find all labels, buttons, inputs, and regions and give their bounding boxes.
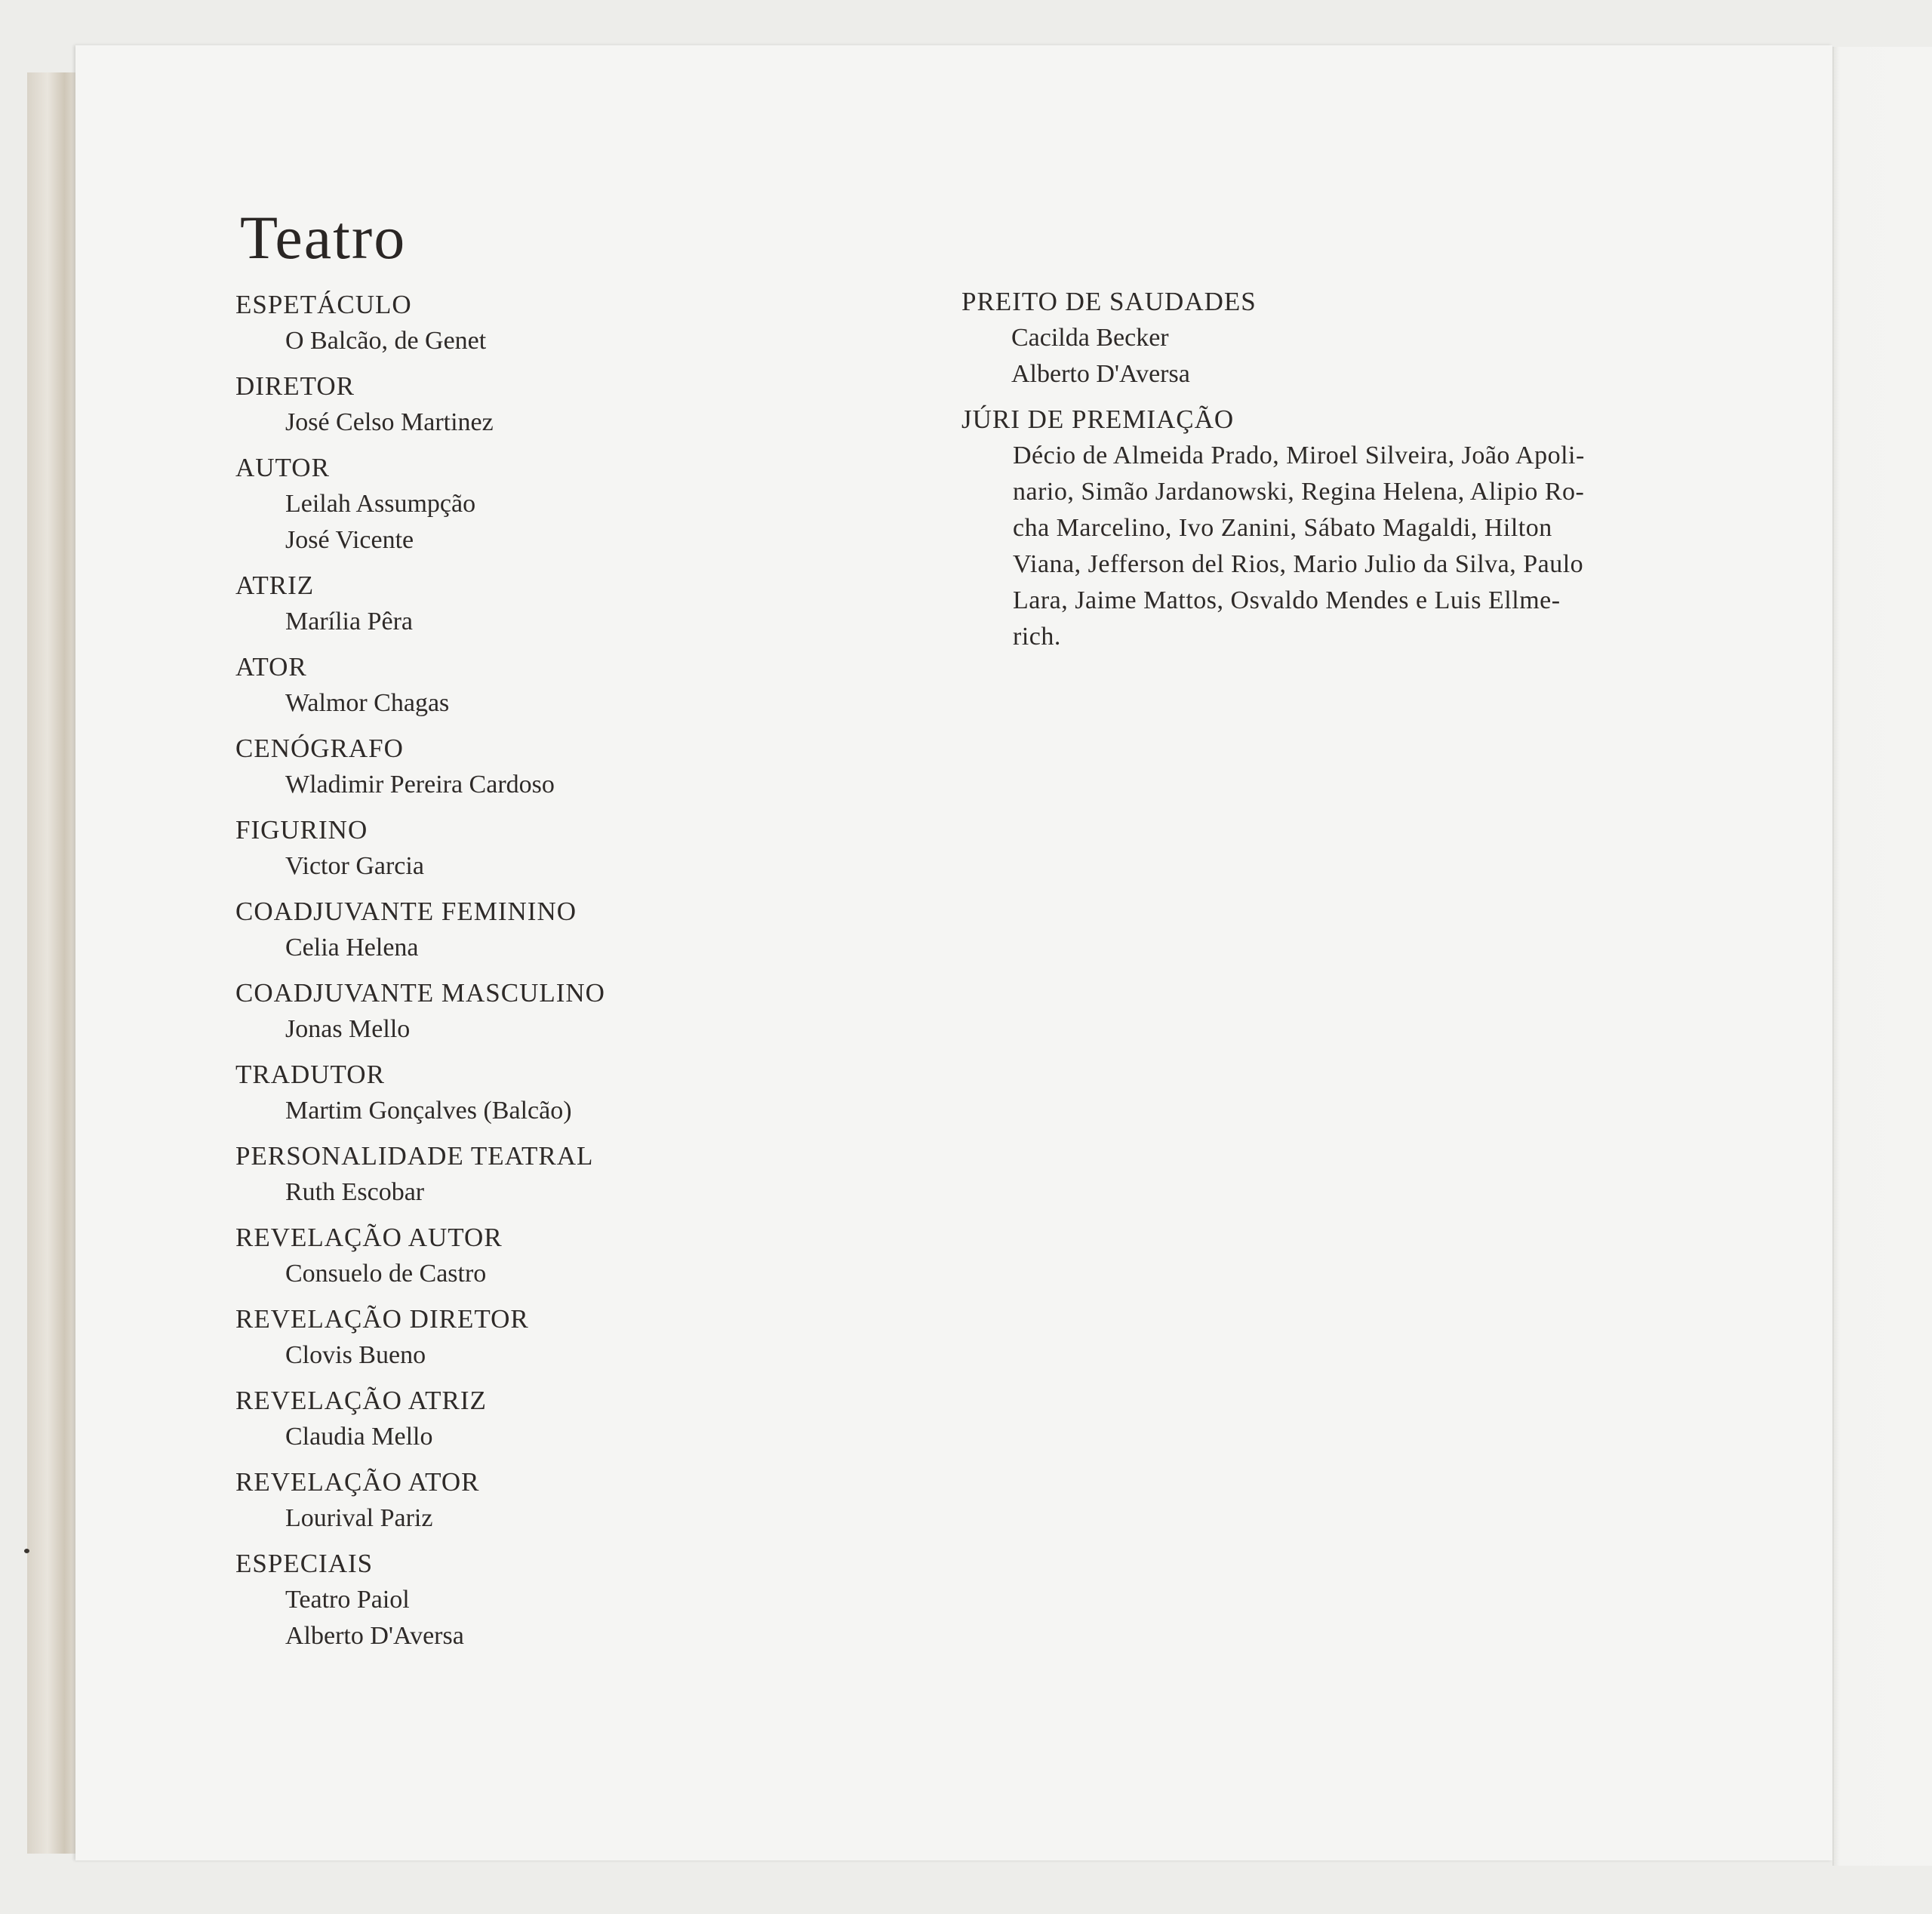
award-entry [235,1301,658,1374]
award-winner: Wladimir Pereira Cardoso [285,771,555,799]
award-heading: ATRIZ [235,571,315,600]
tribute-name: Cacilda Becker [1011,324,1169,352]
award-heading: REVELAÇÃO ATOR [235,1467,480,1497]
award-winner: Leilah Assumpção [285,490,476,518]
award-winner: Victor Garcia [285,852,424,880]
award-heading: FIGURINO [235,815,368,845]
award-entry [235,368,658,441]
award-heading: ATOR [235,652,307,682]
award-winner: José Celso Martinez [285,408,494,436]
jury-line: nario, Simão Jardanowski, Regina Helena, Alipio Ro- [1013,478,1585,506]
tribute-heading: PREITO DE SAUDADES [961,287,1257,316]
award-heading: PERSONALIDADE TEATRAL [235,1141,594,1171]
award-winner: Lourival Pariz [285,1504,433,1532]
award-heading: REVELAÇÃO DIRETOR [235,1304,529,1334]
award-entry [235,894,658,966]
award-winner: Claudia Mello [285,1423,433,1451]
award-entry [235,731,658,803]
page-title: Teatro [240,203,407,272]
award-heading: REVELAÇÃO AUTOR [235,1223,503,1252]
jury-line: Viana, Jefferson del Rios, Mario Julio da Silva, Paulo [1013,550,1584,578]
jury-line: rich. [1013,623,1061,651]
award-entry [235,568,658,640]
award-heading: COADJUVANTE MASCULINO [235,978,605,1008]
award-heading: TRADUTOR [235,1060,385,1089]
award-heading: AUTOR [235,453,330,482]
award-winner: Martim Gonçalves (Balcão) [285,1097,572,1125]
award-winner: Jonas Mello [285,1015,411,1043]
jury-line: cha Marcelino, Ivo Zanini, Sábato Magaldi, Hilton [1013,514,1552,542]
award-winner: O Balcão, de Genet [285,327,487,355]
jury-line: Décio de Almeida Prado, Miroel Silveira, João Apoli- [1013,442,1585,469]
award-winner: Teatro Paiol [285,1586,410,1614]
award-heading: ESPETÁCULO [235,290,412,319]
jury-members [961,438,1639,655]
award-entry [235,1383,658,1455]
award-winner: Alberto D'Aversa [285,1622,464,1650]
award-entry [235,1057,658,1129]
award-winner: Celia Helena [285,934,419,962]
facing-page-edge [1832,47,1932,1866]
award-winner: Walmor Chagas [285,689,450,717]
award-entry [235,450,658,559]
award-entry [235,287,658,359]
tribute-section [961,284,1641,392]
award-entry [235,649,658,722]
award-entry [235,975,658,1048]
awards-list [235,287,658,1663]
jury-heading: JÚRI DE PREMIAÇÃO [961,405,1235,434]
award-winner: Clovis Bueno [285,1341,426,1369]
award-winner: Consuelo de Castro [285,1260,487,1288]
award-entry [235,1464,658,1537]
jury-line: Lara, Jaime Mattos, Osvaldo Mendes e Luis Ellme- [1013,586,1561,614]
award-heading: DIRETOR [235,371,355,401]
award-winner: José Vicente [285,526,414,554]
award-heading: REVELAÇÃO ATRIZ [235,1386,487,1415]
tribute-name: Alberto D'Aversa [1011,360,1190,388]
award-entry [235,1220,658,1292]
award-entry [235,1546,658,1654]
award-winner: Marília Pêra [285,608,413,635]
award-winner: Ruth Escobar [285,1178,425,1206]
paper-speck [24,1549,29,1553]
jury-section [961,402,1641,655]
award-heading: COADJUVANTE FEMININO [235,897,577,926]
award-heading: ESPECIAIS [235,1549,374,1578]
award-entry [235,1138,658,1211]
award-heading: CENÓGRAFO [235,734,404,763]
tribute-and-jury [961,284,1641,664]
award-entry [235,812,658,885]
